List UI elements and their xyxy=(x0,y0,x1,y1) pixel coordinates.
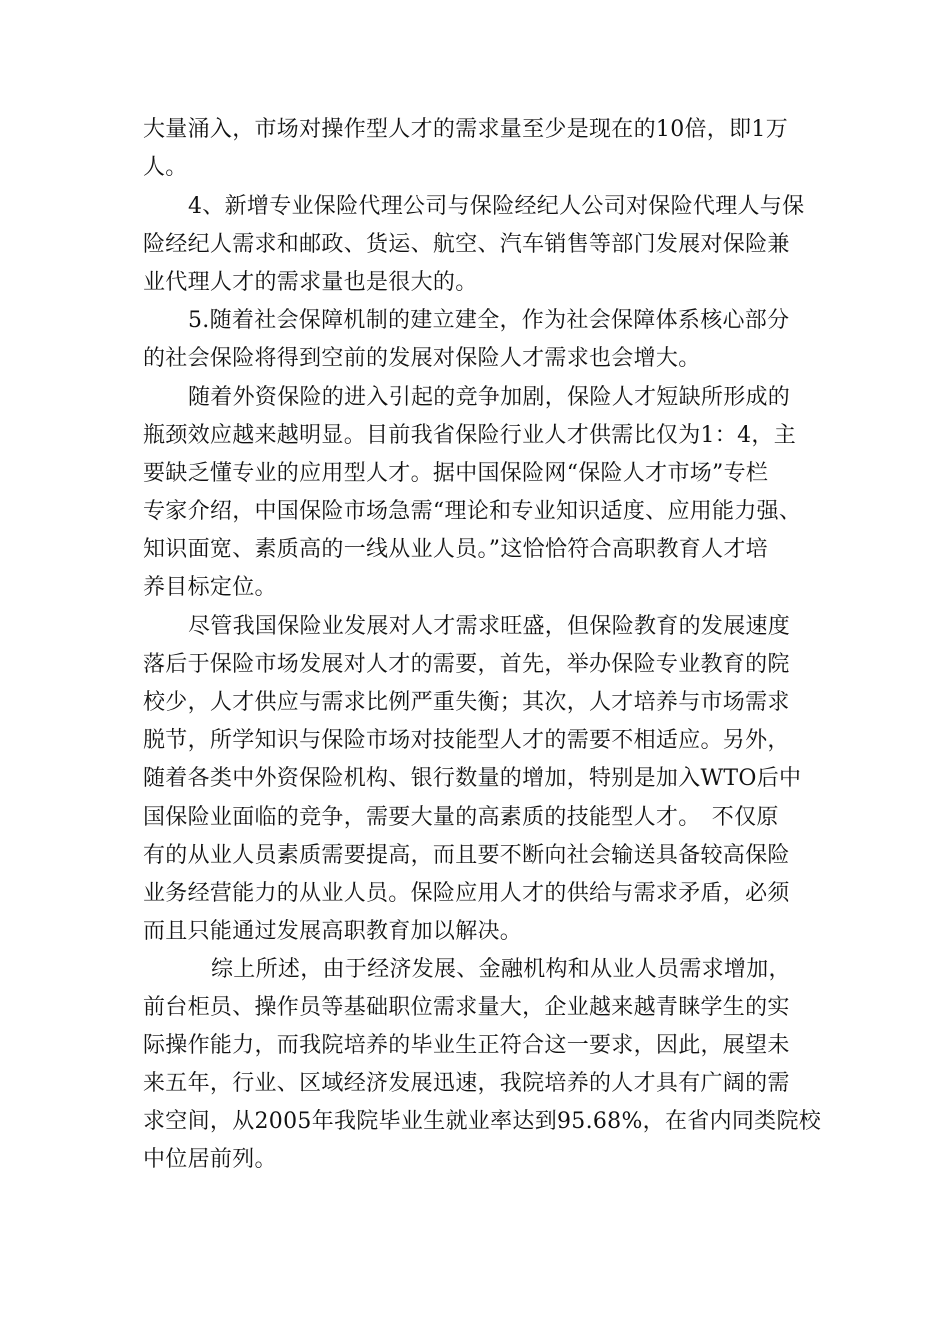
text-line: 人。 xyxy=(143,155,188,180)
text-line: 综上所述，由于经济发展、金融机构和从业人员需求增加， xyxy=(211,957,791,982)
text-line: 专家介绍，中国保险市场急需“理论和专业知识适度、应用能力强、 xyxy=(143,499,802,524)
text-line: 养目标定位。 xyxy=(143,575,277,600)
text-line: 业务经营能力的从业人员。保险应用人才的供给与需求矛盾，必须 xyxy=(143,881,790,906)
text-line: 随着外资保险的进入引起的竞争加剧，保险人才短缺所形成的 xyxy=(188,385,791,410)
text-line: 尽管我国保险业发展对人才需求旺盛，但保险教育的发展速度 xyxy=(188,614,791,639)
text-line: 国保险业面临的竞争，需要大量的高素质的技能型人才。 不仅原 xyxy=(143,805,779,830)
text-line: 而且只能通过发展高职教育加以解决。 xyxy=(143,919,523,944)
text-line: 求空间，从2005年我院毕业生就业率达到95.68%，在省内同类院校 xyxy=(143,1109,822,1134)
text-line: 落后于保险市场发展对人才的需要，首先，举办保险专业教育的院 xyxy=(143,652,790,677)
text-line: 随着各类中外资保险机构、银行数量的增加，特别是加入WTO后中 xyxy=(143,766,802,791)
text-line: 知识面宽、素质高的一线从业人员。”这恰恰符合高职教育人才培 xyxy=(143,537,768,562)
text-line: 中位居前列。 xyxy=(143,1147,277,1172)
text-line: 瓶颈效应越来越明显。目前我省保险行业人才供需比仅为1：4，主 xyxy=(143,423,796,448)
text-line: 际操作能力，而我院培养的毕业生正符合这一要求，因此，展望未 xyxy=(143,1033,790,1058)
text-line: 前台柜员、操作员等基础职位需求量大，企业越来越青睐学生的实 xyxy=(143,995,790,1020)
text-line: 要缺乏懂专业的应用型人才。据中国保险网“保险人才市场”专栏 xyxy=(143,461,769,486)
text-line: 大量涌入，市场对操作型人才的需求量至少是现在的10倍，即1万 xyxy=(143,117,788,142)
text-line: 的社会保险将得到空前的发展对保险人才需求也会增大。 xyxy=(143,346,701,371)
text-line: 业代理人才的需求量也是很大的。 xyxy=(143,270,478,295)
text-line: 来五年，行业、区域经济发展迅速，我院培养的人才具有广阔的需 xyxy=(143,1071,790,1096)
text-line: 脱节，所学知识与保险市场对技能型人才的需要不相适应。另外， xyxy=(143,728,790,753)
text-line: 险经纪人需求和邮政、货运、航空、汽车销售等部门发展对保险兼 xyxy=(143,232,790,257)
text-line: 4、新增专业保险代理公司与保险经纪人公司对保险代理人与保 xyxy=(188,194,805,219)
text-line: 5.随着社会保障机制的建立建全，作为社会保障体系核心部分 xyxy=(188,308,790,333)
text-line: 有的从业人员素质需要提高，而且要不断向社会输送具备较高保险 xyxy=(143,843,790,868)
text-line: 校少，人才供应与需求比例严重失衡；其次，人才培养与市场需求 xyxy=(143,690,790,715)
